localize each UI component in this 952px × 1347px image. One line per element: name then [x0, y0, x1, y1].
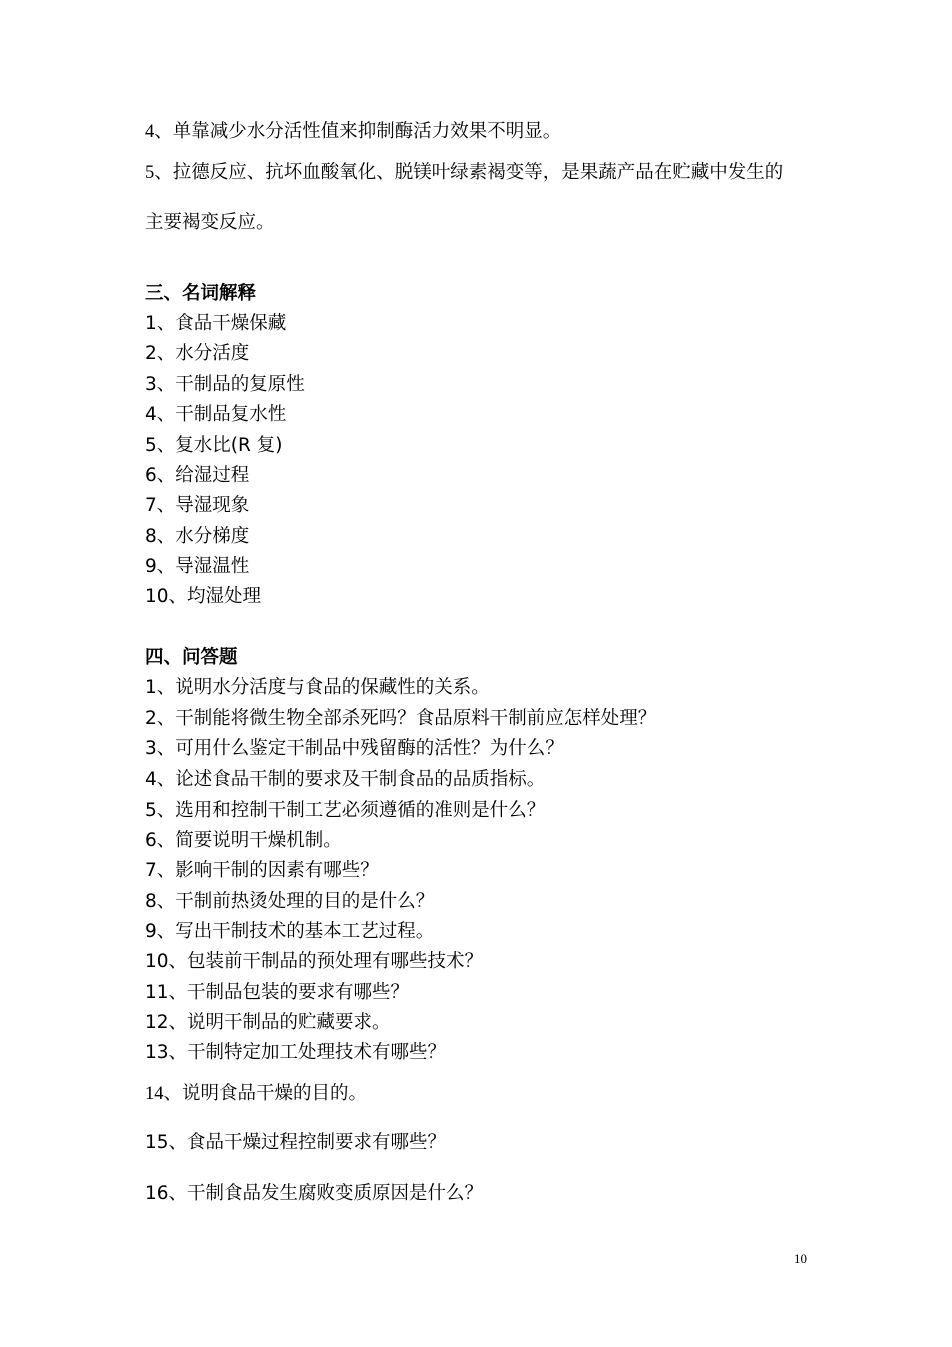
- statement-text: 、单靠减少水分活性值来抑制酶活力效果不明显。: [154, 121, 562, 142]
- statement-number: 4: [145, 122, 155, 142]
- term-item: 10、均湿处理: [145, 586, 262, 607]
- statement-4: [145, 120, 561, 144]
- term-item: 4、干制品复水性: [145, 404, 287, 425]
- term-item: 9、导湿温性: [145, 556, 250, 577]
- statement-5: [145, 161, 783, 185]
- question-item: 9、写出干制技术的基本工艺过程。: [145, 921, 435, 942]
- statement-number: 5: [145, 163, 155, 183]
- statement-5-continuation: [145, 211, 275, 235]
- statement-text: 、拉德反应、抗坏血酸氧化、脱镁叶绿素褐变等，是果蔬产品在贮藏中发生的: [154, 162, 784, 183]
- term-item: 8、水分梯度: [145, 526, 250, 547]
- term-item: 5、复水比(R 复): [145, 435, 283, 456]
- question-item: 12、说明干制品的贮藏要求。: [145, 1012, 391, 1033]
- question-item: 2、干制能将微生物全部杀死吗？食品原料干制前应怎样处理？: [145, 708, 657, 729]
- question-item-14: [145, 1082, 367, 1106]
- term-item: 7、导湿现象: [145, 495, 250, 516]
- term-item: 6、给湿过程: [145, 465, 250, 486]
- term-item: 1、食品干燥保藏: [145, 313, 287, 334]
- question-item: 8、干制前热烫处理的目的是什么？: [145, 891, 435, 912]
- question-item-15: 15、食品干燥过程控制要求有哪些？: [145, 1132, 447, 1153]
- question-item: 4、论述食品干制的要求及干制食品的品质指标。: [145, 769, 546, 790]
- question-item: 13、干制特定加工处理技术有哪些？: [145, 1042, 447, 1063]
- term-item: 3、干制品的复原性: [145, 374, 305, 395]
- statement-text: 主要褐变反应。: [145, 212, 275, 233]
- term-item: 2、水分活度: [145, 343, 250, 364]
- question-item: 10、包装前干制品的预处理有哪些技术？: [145, 951, 484, 972]
- question-item: 6、简要说明干燥机制。: [145, 830, 342, 851]
- question-item: 11、干制品包装的要求有哪些？: [145, 982, 410, 1003]
- section-heading-questions: 四、问答题: [145, 647, 238, 668]
- question-item: 7、影响干制的因素有哪些？: [145, 860, 379, 881]
- question-item-16: 16、干制食品发生腐败变质原因是什么？: [145, 1183, 484, 1204]
- page-number: 10: [794, 1251, 807, 1266]
- question-item: 5、选用和控制干制工艺必须遵循的准则是什么？: [145, 800, 546, 821]
- question-number: 14: [145, 1084, 164, 1104]
- question-text: 、说明食品干燥的目的。: [163, 1083, 368, 1104]
- section-heading-terms: 三、名词解释: [145, 283, 257, 304]
- question-item: 1、说明水分活度与食品的保藏性的关系。: [145, 677, 490, 698]
- question-item: 3、可用什么鉴定干制品中残留酶的活性？为什么？: [145, 738, 564, 759]
